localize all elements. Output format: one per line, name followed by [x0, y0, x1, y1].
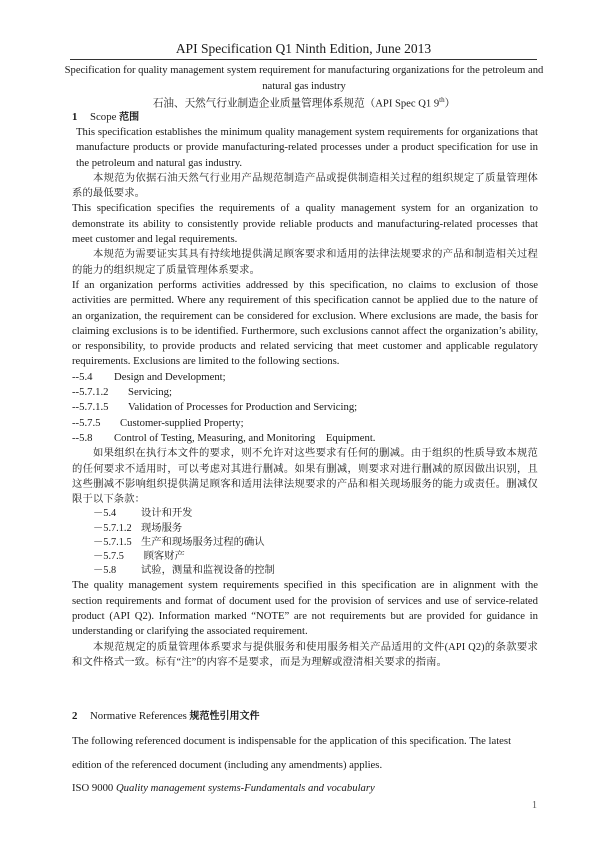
- section-1: [72, 110, 538, 670]
- section-title-en: Normative References: [90, 710, 187, 722]
- reference-code: ISO 9000: [72, 782, 114, 794]
- exclusion-item-cn: [93, 507, 538, 521]
- exclusion-code: －5.7.1.5: [93, 536, 132, 548]
- exclusion-item-cn: [93, 522, 538, 536]
- section-title-cn: 规范性引用文件: [189, 711, 260, 722]
- scope-paragraph-4-cn: 本规范规定的质量管理体系要求与提供服务和使用服务相关产品适用的文件(API Q2)的条款要求和文件格式一致。标有“注”的内容不是要求，而是为理解或澄清相关要求的指南。: [72, 641, 538, 668]
- exclusion-label: 现场服务: [141, 522, 183, 534]
- scope-paragraph-2-cn: 本规范为需要证实其具有持续地提供满足顾客要求和适用的法律法规要求的产品和制造相关过程的能力的组织规定了质量管理体系要求。: [72, 249, 538, 276]
- running-header: API Specification Q1 Ninth Edition, June 2013: [70, 40, 537, 60]
- document-title-cn: [64, 93, 544, 112]
- exclusion-label: 试验，测量和监视设备的控制: [141, 565, 275, 577]
- section-number: 1: [72, 111, 78, 123]
- exclusion-label: Servicing;: [128, 386, 172, 399]
- exclusions-list-cn: [72, 507, 538, 578]
- title-cn-superscript: th: [439, 96, 445, 104]
- exclusion-item-cn: [93, 536, 538, 550]
- document-title-en: Specification for quality management system requirement for manufacturing organizations for the petroleum and natural gas industry: [64, 65, 544, 92]
- section-2: [72, 709, 538, 796]
- scope-paragraph-1-cn: 本规范为依据石油天然气行业用产品规范制造产品或提供制造相关过程的组织规定了质量管理体系的最低要求。: [72, 172, 538, 200]
- scope-paragraph-3-cn: 如果组织在执行本文件的要求，则不允许对这些要求有任何的删减。由于组织的性质导致本规范的任何要求不适用时，可以考虑对其进行删减。如果有删减，则要求对进行删减的原因做出识别，且这些删减不影响组织提供满足顾客和适用法律法规要求的产品和相关现场服务的能力或责任。删减仅限于以下条款：: [72, 448, 538, 506]
- exclusion-code: －5.4: [93, 508, 117, 520]
- exclusion-label: Validation of Processes for Production and Servicing;: [128, 401, 358, 414]
- exclusion-label: 顾客财产: [141, 551, 185, 563]
- references-paragraph-line-1: The following referenced document is indispensable for the application of this specification. The latest: [72, 735, 512, 747]
- exclusion-code: －5.8: [93, 565, 117, 577]
- title-cn-close: ）: [444, 98, 456, 110]
- section-title-en: Scope: [90, 111, 117, 123]
- exclusion-item-cn: [93, 550, 538, 564]
- exclusion-label: Design and Development;: [114, 370, 226, 383]
- section-2-heading: [72, 709, 538, 724]
- exclusion-item: [72, 416, 538, 431]
- exclusion-label: 生产和现场服务过程的确认: [141, 536, 265, 548]
- exclusion-code: --5.7.1.5: [72, 401, 109, 414]
- exclusion-item: [72, 431, 538, 446]
- exclusion-item: [72, 370, 538, 385]
- exclusion-item-cn: [93, 564, 538, 578]
- exclusion-item: [72, 400, 538, 415]
- exclusion-label: 设计和开发: [141, 508, 193, 520]
- exclusion-code: －5.7.1.2: [93, 522, 132, 534]
- exclusion-item: [72, 385, 538, 400]
- scope-paragraph-1-en: This specification establishes the minimum quality management system requirements for organizations that manufacture products or provide manufacturing-related processes under a product specification for use in the petroleum and natural gas industry.: [76, 126, 538, 169]
- section-number: 2: [72, 710, 78, 722]
- exclusion-code: --5.8: [72, 431, 93, 444]
- exclusion-label: Customer-supplied Property;: [120, 416, 244, 429]
- exclusion-code: --5.7.1.2: [72, 386, 109, 399]
- section-title-cn: 范围: [119, 112, 140, 123]
- reference-title: Quality management systems-Fundamentals and vocabulary: [115, 782, 375, 794]
- exclusion-code: －5.7.5: [93, 551, 124, 563]
- exclusion-code: --5.7.5: [72, 416, 101, 429]
- section-1-heading: [72, 110, 538, 125]
- scope-paragraph-3-en: If an organization performs activities addressed by this specification, no claims to exclusion of those activities are permitted. Where any requirement of this specification cannot be applied due to the nature of an organization, the requirement can be considered for exclusion. Where exclusions are made, the basis for claiming exclusions is to be identified. Furthermore, such exclusions cannot affect the organization’s ability, or responsibility, to provide products and related servicing that meet customer and applicable regulatory requirements. Exclusions are limited to the following sections.: [72, 278, 538, 368]
- scope-paragraph-2-en: This specification specifies the requirements of a quality management system for an organization to demonstrate its ability to consistently provide reliable products and manufacturing-related processes that meet customer and legal requirements.: [72, 202, 538, 246]
- exclusion-label: Control of Testing, Measuring, and Monitoring Equipment.: [114, 431, 376, 444]
- references-paragraph-line-2: edition of the referenced document (including any amendments) applies.: [72, 759, 383, 771]
- scope-paragraph-4-en: The quality management system requirements specified in this specification are in alignment with the section requirements and format of document used for the provision of services and use of service-related product (API Q2). Information marked “NOTE” are not requirements but are provided for guidance in understanding or clarifying the associated requirement.: [72, 579, 538, 638]
- exclusion-code: --5.4: [72, 370, 93, 383]
- reference-entry: [72, 781, 538, 796]
- title-cn-text: 石油、天然气行业制造企业质量管理体系规范（API Spec Q1 9: [152, 98, 440, 110]
- page-number: 1: [532, 800, 537, 811]
- exclusions-list-en: [72, 370, 538, 446]
